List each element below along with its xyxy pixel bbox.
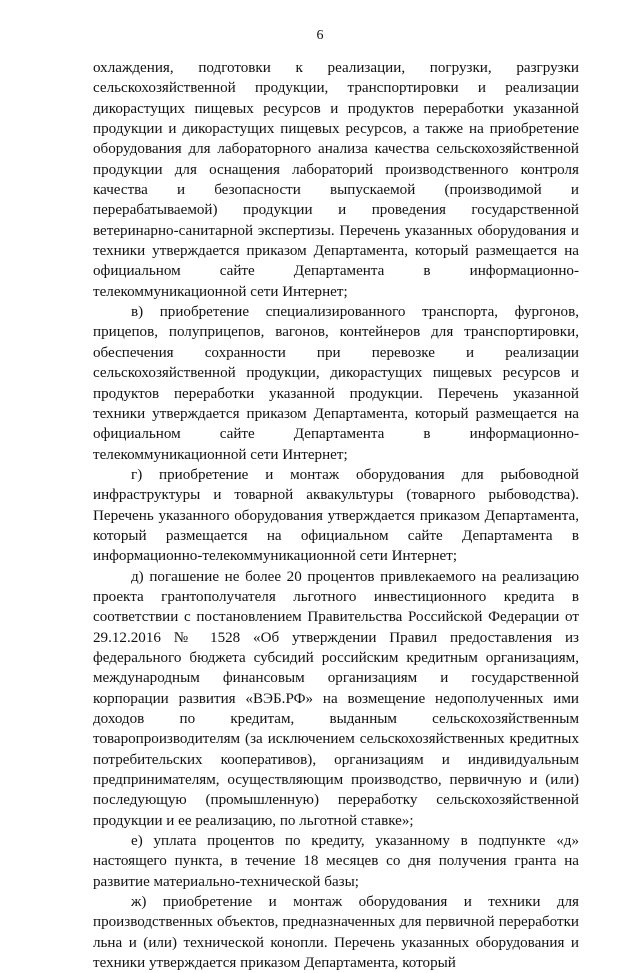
paragraph-item-zh: ж) приобретение и монтаж оборудования и техники для производственных объектов, предназначенных для первичной переработки льна и (или) технической конопли. Перечень указанных оборудования и техники утверждается приказом Департамента, который bbox=[93, 894, 579, 972]
paragraph-item-g: г) приобретение и монтаж оборудования для рыбоводной инфраструктуры и товарной аквакультуры (товарного рыбоводства). Перечень указанного оборудования утверждается приказом Департамента, который размещается на официальном сайте Департамента в информационно-телекоммуникационной сети Интернет; bbox=[93, 466, 579, 565]
paragraph-item-v: в) приобретение специализированного транспорта, фургонов, прицепов, полуприцепов, вагонов, контейнеров для транспортировки, обеспечения сохранности при перевозке и реализации сельскохозяйственной продукции, дикорастущих пищевых ресурсов и продуктов переработки указанной продукции. Перечень указанной техники утверждается приказом Департамента, который размещается на официальном сайте Департамента в информационно-телекоммуникационной сети Интернет; bbox=[93, 304, 579, 463]
paragraph-equipment-continuation: охлаждения, подготовки к реализации, погрузки, разгрузки сельскохозяйственной продукции, транспортировки и реализации дикорастущих пищевых ресурсов и продуктов переработки указанной продукции и дикорастущих пищевых ресурсов, а также на приобретение оборудования для лабораторного анализа качества сельскохозяйственной продукции для оснащения лабораторий производственного контроля качества и безопасности выпускаемой (производимой и перерабатываемой) продукции и проведения государственной ветеринарно-санитарной экспертизы. Перечень указанных оборудования и техники утверждается приказом Департамента, который размещается на официальном сайте Департамента в информационно-телекоммуникационной сети Интернет; bbox=[93, 60, 579, 300]
paragraph-item-d: д) погашение не более 20 процентов привлекаемого на реализацию проекта грантополучателя льготного инвестиционного кредита в соответствии с постановлением Правительства Российской Федерации от 29.12.2016 № 1528 «Об утверждении Правил предоставления из федерального бюджета субсидий российским кредитным организациям, международным финансовым организациям и государственной корпорации развития «ВЭБ.РФ» на возмещение недополученных ими доходов по кредитам, выданным сельскохозяйственным товаропроизводителям (за исключением сельскохозяйственных кредитных потребительских кооперативов), организациям и индивидуальным предпринимателям, осуществляющим производство, первичную и (или) последующую (промышленную) переработку сельскохозяйственной продукции и ее реализацию, по льготной ставке»; bbox=[93, 568, 579, 829]
page-number: 6 bbox=[316, 28, 324, 43]
document-body bbox=[93, 58, 579, 973]
paragraph-item-e: е) уплата процентов по кредиту, указанному в подпункте «д» настоящего пункта, в течение 18 месяцев со дня получения гранта на развитие материально-технической базы; bbox=[93, 833, 579, 890]
